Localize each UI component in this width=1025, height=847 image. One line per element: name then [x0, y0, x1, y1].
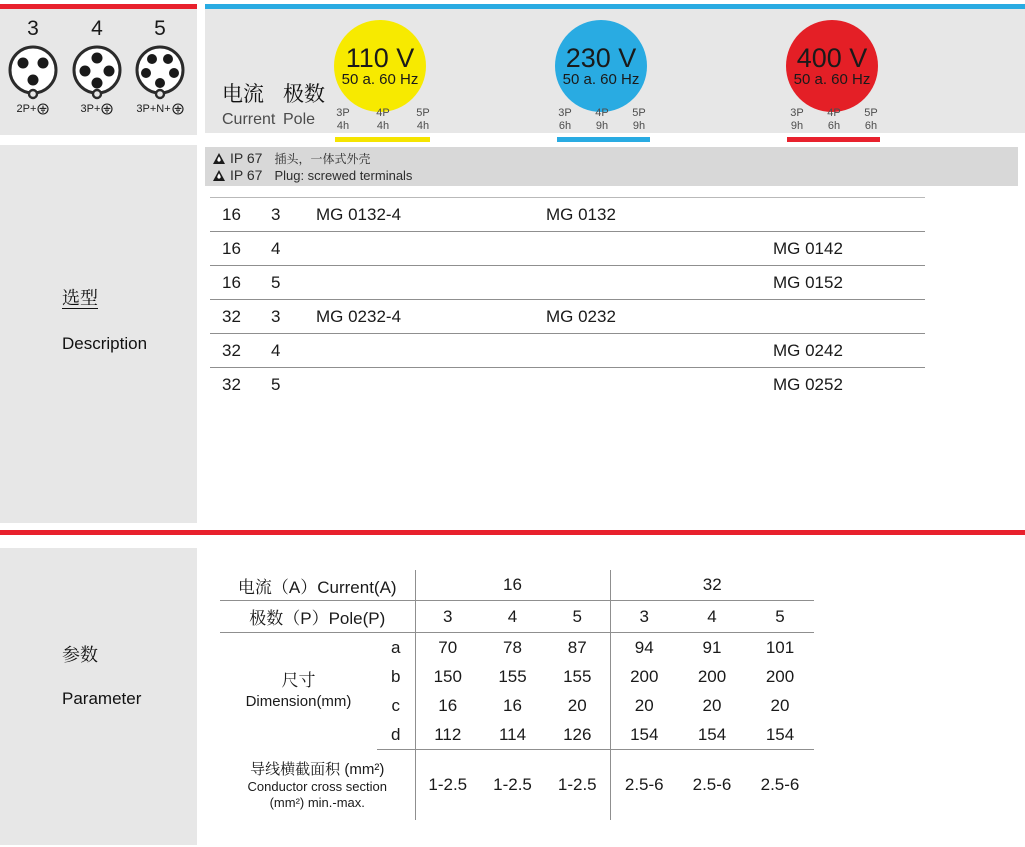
dim-value: 94 [610, 633, 678, 663]
pole-hour: 3P 4h [336, 107, 350, 132]
cell-pole: 4 [271, 340, 281, 360]
ip-rating-bar [205, 147, 1018, 186]
connector-3pin [1, 9, 65, 115]
dim-value: 150 [415, 662, 480, 691]
cell-current: 16 [222, 272, 241, 292]
dimension-label [220, 633, 377, 750]
conductor-label-en2: (mm²) min.-max. [269, 794, 365, 810]
pole-label-zh: 极数 [283, 83, 325, 106]
parameter-label-en: Parameter [62, 689, 142, 708]
connector-4pin [65, 9, 129, 115]
ip-note-row [213, 167, 1018, 184]
conductor-label-en1: Conductor cross section [247, 778, 387, 794]
conductor-value: 1-2.5 [415, 750, 480, 821]
pole-hour: 4P 4h [376, 107, 390, 132]
table-row [210, 334, 925, 368]
conductor-value: 2.5-6 [610, 750, 678, 821]
dim-value: 20 [610, 691, 678, 720]
cell-current: 16 [222, 204, 241, 224]
cell-pole: 4 [271, 238, 281, 258]
dim-value: 155 [563, 666, 592, 686]
frequency-value: 50 a. 60 Hz [341, 71, 419, 88]
ip-rating-value: IP 67 [230, 167, 263, 183]
model-selection-table [210, 197, 925, 401]
description-label-en: Description [62, 334, 148, 353]
dim-value: 200 [765, 666, 795, 686]
dim-value: 20 [770, 695, 790, 715]
dim-value: 154 [746, 720, 814, 750]
ip-rating-value: IP 67 [230, 150, 263, 166]
connector-3pin-icon [5, 43, 61, 101]
connector-type-label [65, 103, 129, 115]
pole-hours-230v [550, 107, 654, 133]
cell-model-400v: MG 0152 [773, 272, 843, 292]
pole-hour: 4P 9h [595, 107, 609, 132]
dim-value: 20 [567, 695, 587, 715]
pole-col: 4 [480, 601, 545, 633]
connector-pin-count: 5 [154, 17, 166, 40]
table-row [210, 266, 925, 300]
pole-header-label: 极数（P）Pole(P) [220, 601, 415, 633]
conductor-label [220, 750, 415, 821]
conductor-label-zh: 导线横截面积 (mm²) [250, 760, 385, 778]
voltage-value: 400 V [796, 43, 868, 73]
dim-value: 91 [702, 637, 722, 657]
connector-5pin [128, 9, 192, 115]
dim-value: 101 [765, 637, 795, 657]
pole-hour: 3P 6h [558, 107, 572, 132]
table-row [210, 232, 925, 266]
pole-col: 3 [610, 601, 678, 633]
dim-key: c [391, 695, 400, 715]
cell-model-230v: MG 0132 [546, 204, 616, 224]
pole-col: 4 [678, 601, 746, 633]
dim-value: 155 [498, 666, 527, 686]
cell-model-400v: MG 0242 [773, 340, 843, 360]
cell-pole: 3 [271, 306, 281, 326]
dim-value: 200 [610, 662, 678, 691]
ip-note-text: Plug: screwed terminals [274, 167, 413, 183]
dim-key: a [391, 637, 401, 657]
pole-config-text: 3P+ [80, 103, 101, 115]
current-group-32: 32 [610, 570, 814, 601]
voltage-badge-400v [786, 20, 878, 112]
dim-value: 87 [567, 637, 587, 657]
connector-5pin-icon [132, 43, 188, 101]
ip-water-triangle-icon [213, 170, 225, 181]
cell-pole: 5 [271, 272, 281, 292]
connector-type-label [1, 103, 65, 115]
frequency-value: 50 a. 60 Hz [793, 71, 871, 88]
dim-value: 70 [415, 633, 480, 663]
voltage-badge-110v [334, 20, 426, 112]
cell-current: 32 [222, 306, 241, 326]
pole-hours-400v [782, 107, 886, 133]
cell-pole: 3 [271, 204, 281, 224]
cell-model-400v: MG 0142 [773, 238, 843, 258]
pole-hours-110v [328, 107, 438, 133]
current-label-zh: 电流 [222, 83, 264, 106]
dim-value: 114 [480, 720, 545, 750]
ip-note-row [213, 150, 1018, 167]
dim-value: 78 [503, 637, 522, 657]
pole-config-text: 2P+ [16, 103, 37, 115]
voltage-value: 110 V [345, 43, 415, 73]
cell-model-110v: MG 0232-4 [316, 306, 402, 326]
pole-label-en: Pole [283, 111, 316, 128]
pole-hour: 3P 9h [790, 107, 804, 132]
connector-type-label [128, 103, 192, 115]
conductor-value: 2.5-6 [760, 775, 800, 794]
frequency-value: 50 a. 60 Hz [562, 71, 640, 88]
dim-value: 200 [697, 666, 727, 686]
ip-note-text: 插头，一体式外壳 [274, 151, 371, 166]
voltage-value: 230 V [565, 43, 637, 73]
conductor-value: 2.5-6 [692, 775, 732, 794]
connector-4pin-icon [69, 43, 125, 101]
dimension-label-zh: 尺寸 [281, 671, 316, 691]
earth-ground-icon [101, 103, 113, 115]
dim-value: 154 [610, 720, 678, 750]
pole-hour: 5P 6h [864, 107, 878, 132]
cell-model-230v: MG 0232 [546, 306, 616, 326]
ip-water-triangle-icon [213, 153, 225, 164]
conductor-value: 1-2.5 [557, 775, 597, 794]
dim-key: d [377, 720, 415, 750]
dim-value: 16 [503, 695, 522, 715]
connector-panel [0, 9, 197, 135]
pole-header-row [220, 601, 814, 633]
earth-ground-icon [37, 103, 49, 115]
current-header-row [220, 570, 814, 601]
parameter-table [220, 570, 814, 820]
current-column-header [222, 83, 275, 129]
dim-value: 112 [415, 720, 480, 750]
cell-current: 16 [222, 238, 241, 258]
voltage-badge-230v [555, 20, 647, 112]
current-header-label: 电流（A）Current(A) [220, 570, 415, 601]
voltage-header-panel [205, 9, 1025, 133]
underline-yellow [335, 137, 430, 142]
pole-col: 5 [545, 601, 610, 633]
dim-value: 20 [702, 695, 722, 715]
dim-value: 126 [545, 720, 610, 750]
dim-value: 154 [678, 720, 746, 750]
section-divider-line [0, 530, 1025, 535]
cell-model-400v: MG 0252 [773, 374, 843, 394]
cell-pole: 5 [271, 374, 281, 394]
connector-pin-count: 3 [27, 17, 39, 40]
dimension-row-a [220, 633, 814, 663]
dim-key: b [391, 666, 401, 686]
current-group-16: 16 [415, 570, 610, 601]
conductor-value: 1-2.5 [493, 775, 532, 794]
table-row [210, 368, 925, 401]
cell-model-110v: MG 0132-4 [316, 204, 402, 224]
current-label-en: Current [222, 111, 276, 128]
dim-value: 16 [415, 691, 480, 720]
connector-pin-count: 4 [91, 17, 103, 40]
cell-current: 32 [222, 340, 241, 360]
pole-config-text: 3P+N+ [136, 103, 171, 115]
pole-hour: 4P 6h [827, 107, 841, 132]
table-row [210, 300, 925, 334]
underline-red [787, 137, 880, 142]
conductor-row [220, 750, 814, 821]
pole-col: 3 [415, 601, 480, 633]
pole-hour: 5P 4h [416, 107, 430, 132]
parameter-label-zh: 参数 [62, 645, 98, 665]
pole-hour: 5P 9h [632, 107, 646, 132]
cell-current: 32 [222, 374, 241, 394]
dimension-label-en: Dimension(mm) [245, 693, 352, 711]
earth-ground-icon [172, 103, 184, 115]
table-row [210, 198, 925, 232]
description-label-zh: 选型 [62, 288, 98, 308]
pole-column-header [283, 83, 325, 129]
underline-blue [557, 137, 650, 142]
pole-col: 5 [746, 601, 814, 633]
